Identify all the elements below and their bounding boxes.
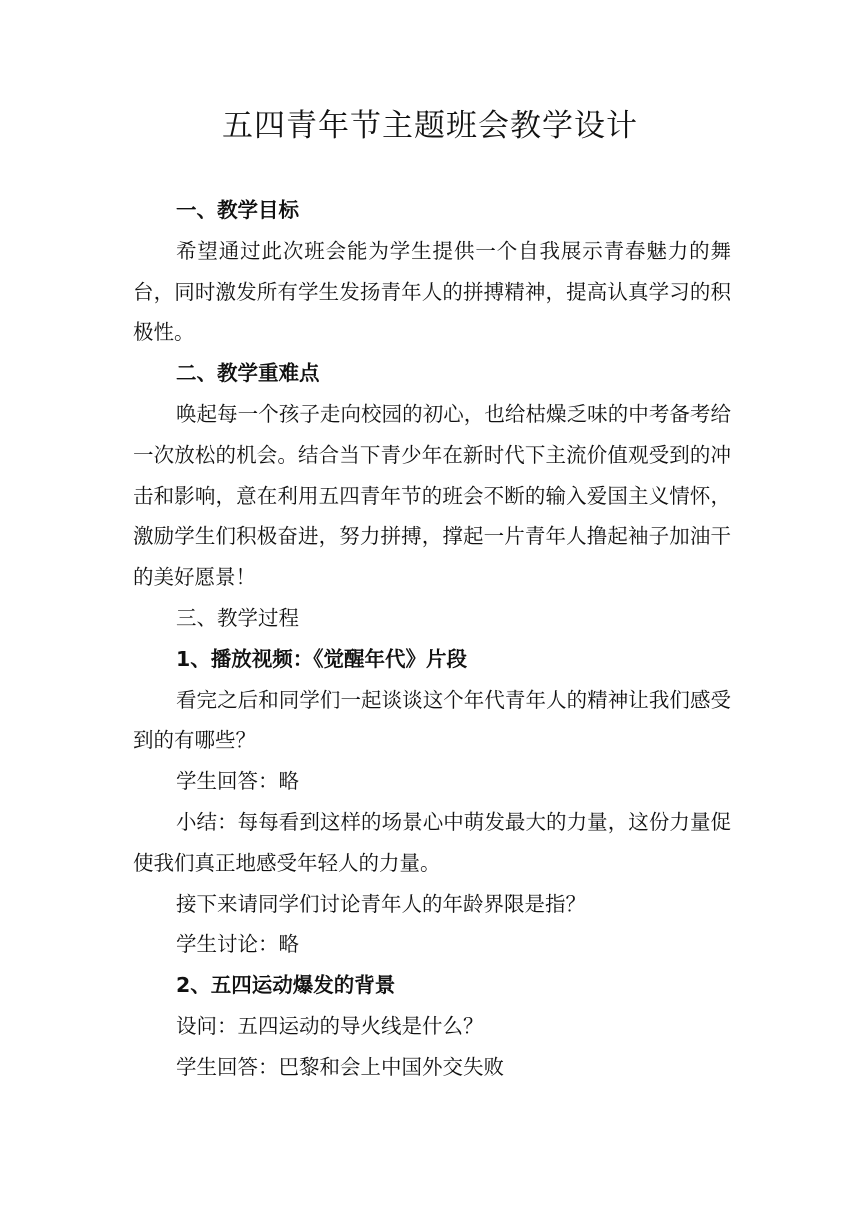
section-heading-objectives: 一、教学目标 <box>176 198 299 222</box>
paragraph-objectives: 希望通过此次班会能为学生提供一个自我展示青春魅力的舞台，同时激发所有学生发扬青年人的拼搏精神，提高认真学习的积极性。 <box>133 238 731 345</box>
paragraph-student-discussion: 学生讨论：略 <box>176 932 299 957</box>
section-heading-process: 三、教学过程 <box>176 605 299 630</box>
document-body <box>133 190 731 1088</box>
section-heading-key-points: 二、教学重难点 <box>176 361 320 386</box>
paragraph-discussion-prompt: 看完之后和同学们一起谈谈这个年代青年人的精神让我们感受到的有哪些？ <box>133 687 731 753</box>
paragraph-student-answer: 学生回答：略 <box>176 769 299 794</box>
document-title: 五四青年节主题班会教学设计 <box>222 108 638 144</box>
subheading-video: 1、播放视频：《觉醒年代》片段 <box>176 646 468 671</box>
paragraph-key-points: 唤起每一个孩子走向校园的初心，也给枯燥乏味的中考备考给一次放松的机会。结合当下青少年在新时代下主流价值观受到的冲击和影响，意在利用五四青年节的班会不断的输入爱国主义情怀，激励学生们积极奋进，努力拼搏，撑起一片青年人撸起袖子加油干的美好愿景！ <box>133 401 731 590</box>
paragraph-age-question: 接下来请同学们讨论青年人的年龄界限是指？ <box>176 891 586 916</box>
paragraph-answer: 学生回答：巴黎和会上中国外交失败 <box>176 1054 504 1079</box>
paragraph-summary: 小结：每每看到这样的场景心中萌发最大的力量，这份力量促使我们真正地感受年轻人的力量。 <box>133 809 731 875</box>
subheading-background: 2、五四运动爆发的背景 <box>176 973 396 998</box>
paragraph-question: 设问：五四运动的导火线是什么？ <box>176 1013 484 1038</box>
